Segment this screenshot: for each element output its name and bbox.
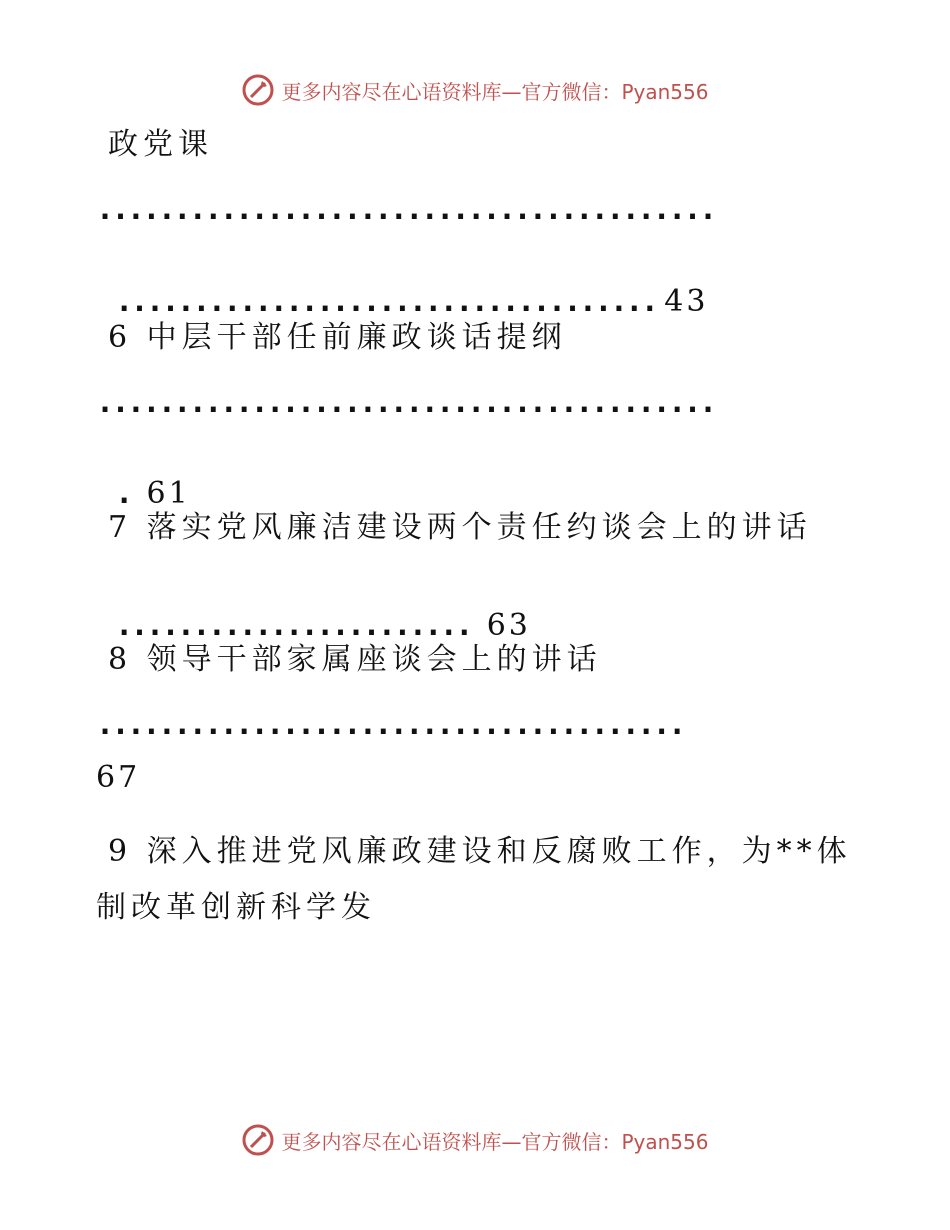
toc-page-number: 67 [96,760,141,795]
toc-dot-leader: ........................................ [96,385,715,420]
pen-logo-icon [241,1123,275,1157]
toc-entry-end [96,242,709,319]
toc-entry-8: 8 领导干部家属座谈会上的讲话 [108,642,602,677]
toc-entry-end [96,566,531,643]
toc-dot-leader: ....................... [115,608,471,643]
footer-watermark-banner [0,1120,950,1160]
pen-logo-icon [241,73,275,107]
toc-entry-9: 9 深入推进党风廉政建设和反腐败工作，为**体 [108,834,852,869]
watermark-text: 更多内容尽在心语资料库—官方微信：Pyan556 [281,79,709,104]
toc-dot-leader: ................................... [115,284,657,319]
toc-dot-leader: ...................................... [96,707,684,742]
header-watermark-banner [0,70,950,110]
toc-page-number: 61 [146,476,191,511]
toc-page-number: 43 [664,284,709,319]
toc-page-number: 63 [486,608,531,643]
toc-entry-9-continuation: 制改革创新科学发 [96,890,376,925]
toc-entry-6: 6 中层干部任前廉政谈话提纲 [108,320,567,355]
toc-line-title-continuation: 政党课 [108,127,213,162]
toc-dot-leader: ........................................ [96,192,715,227]
toc-dot-leader: . [115,476,131,511]
toc-entry-end [96,434,191,511]
watermark-text: 更多内容尽在心语资料库—官方微信：Pyan556 [281,1129,709,1154]
toc-entry-7: 7 落实党风廉洁建设两个责任约谈会上的讲话 [108,510,812,545]
